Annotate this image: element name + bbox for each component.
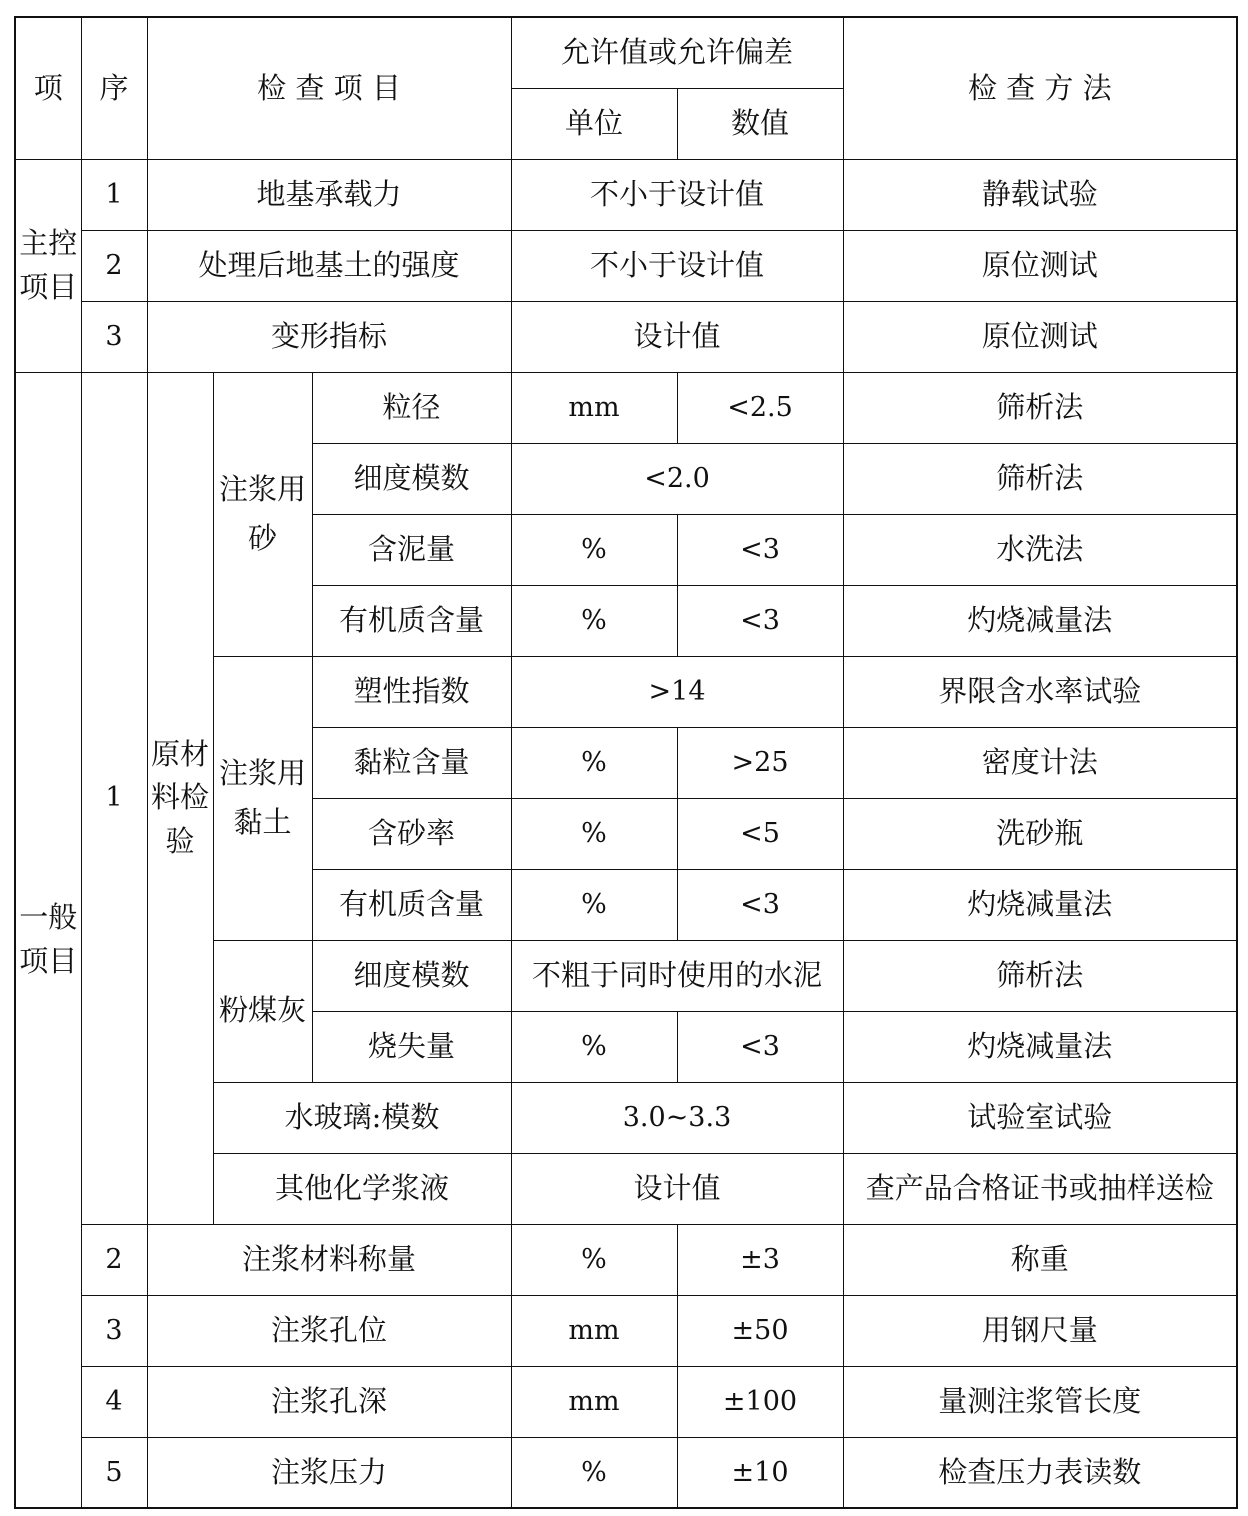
item-cell: 注浆孔深 <box>147 1366 511 1437</box>
raw-material-label: 原材料检验 <box>147 372 213 1224</box>
method-cell: 筛析法 <box>843 372 1237 443</box>
table-row <box>15 159 1237 230</box>
allowance-cell: 不小于设计值 <box>511 159 843 230</box>
unit-cell: % <box>511 869 677 940</box>
item-cell: 水玻璃:模数 <box>213 1082 511 1153</box>
unit-cell: % <box>511 727 677 798</box>
table-row <box>15 301 1237 372</box>
value-cell: ±50 <box>677 1295 843 1366</box>
unit-cell: % <box>511 798 677 869</box>
method-cell: 筛析法 <box>843 940 1237 1011</box>
unit-cell: % <box>511 1011 677 1082</box>
unit-cell: % <box>511 585 677 656</box>
header-allowance: 允许值或允许偏差 <box>511 17 843 88</box>
seq-cell: 2 <box>81 230 147 301</box>
method-cell: 洗砂瓶 <box>843 798 1237 869</box>
method-cell: 检查压力表读数 <box>843 1437 1237 1508</box>
item-cell: 粒径 <box>312 372 511 443</box>
item-cell: 细度模数 <box>312 443 511 514</box>
allowance-cell: <2.0 <box>511 443 843 514</box>
method-cell: 原位测试 <box>843 301 1237 372</box>
allowance-cell: 不小于设计值 <box>511 230 843 301</box>
method-cell: 水洗法 <box>843 514 1237 585</box>
value-cell: <3 <box>677 514 843 585</box>
header-item: 检 查 项 目 <box>147 17 511 159</box>
method-cell: 试验室试验 <box>843 1082 1237 1153</box>
method-cell: 灼烧减量法 <box>843 585 1237 656</box>
item-cell: 地基承载力 <box>147 159 511 230</box>
item-cell: 含泥量 <box>312 514 511 585</box>
item-cell: 有机质含量 <box>312 869 511 940</box>
method-cell: 灼烧减量法 <box>843 869 1237 940</box>
header-seq: 序 <box>81 17 147 159</box>
table-row <box>15 230 1237 301</box>
item-cell: 塑性指数 <box>312 656 511 727</box>
allowance-cell: 设计值 <box>511 301 843 372</box>
value-cell: <3 <box>677 1011 843 1082</box>
table-row <box>15 372 1237 443</box>
method-cell: 查产品合格证书或抽样送检 <box>843 1153 1237 1224</box>
value-cell: <2.5 <box>677 372 843 443</box>
unit-cell: mm <box>511 372 677 443</box>
item-cell: 烧失量 <box>312 1011 511 1082</box>
item-cell: 细度模数 <box>312 940 511 1011</box>
unit-cell: % <box>511 514 677 585</box>
value-cell: ±10 <box>677 1437 843 1508</box>
clay-label: 注浆用黏土 <box>213 656 312 940</box>
allowance-cell: 设计值 <box>511 1153 843 1224</box>
header-method: 检 查 方 法 <box>843 17 1237 159</box>
seq-cell: 1 <box>81 159 147 230</box>
item-cell: 注浆孔位 <box>147 1295 511 1366</box>
header-row-1 <box>15 17 1237 88</box>
unit-cell: % <box>511 1224 677 1295</box>
item-cell: 有机质含量 <box>312 585 511 656</box>
table-row <box>15 1224 1237 1295</box>
value-cell: >25 <box>677 727 843 798</box>
value-cell: <5 <box>677 798 843 869</box>
method-cell: 称重 <box>843 1224 1237 1295</box>
table-row <box>15 1437 1237 1508</box>
table-row <box>15 1366 1237 1437</box>
unit-cell: mm <box>511 1295 677 1366</box>
seq-cell: 4 <box>81 1366 147 1437</box>
seq-cell: 5 <box>81 1437 147 1508</box>
main-control-label: 主控项目 <box>15 159 81 372</box>
item-cell: 注浆材料称量 <box>147 1224 511 1295</box>
seq-cell: 3 <box>81 301 147 372</box>
unit-cell: % <box>511 1437 677 1508</box>
seq-cell: 1 <box>81 372 147 1224</box>
seq-cell: 3 <box>81 1295 147 1366</box>
method-cell: 原位测试 <box>843 230 1237 301</box>
value-cell: <3 <box>677 869 843 940</box>
value-cell: <3 <box>677 585 843 656</box>
method-cell: 用钢尺量 <box>843 1295 1237 1366</box>
method-cell: 密度计法 <box>843 727 1237 798</box>
sand-label: 注浆用砂 <box>213 372 312 656</box>
unit-cell: mm <box>511 1366 677 1437</box>
method-cell: 静载试验 <box>843 159 1237 230</box>
item-cell: 含砂率 <box>312 798 511 869</box>
value-cell: ±3 <box>677 1224 843 1295</box>
item-cell: 变形指标 <box>147 301 511 372</box>
item-cell: 注浆压力 <box>147 1437 511 1508</box>
seq-cell: 2 <box>81 1224 147 1295</box>
value-cell: ±100 <box>677 1366 843 1437</box>
allowance-cell: >14 <box>511 656 843 727</box>
header-category: 项 <box>15 17 81 159</box>
header-unit: 单位 <box>511 88 677 159</box>
method-cell: 量测注浆管长度 <box>843 1366 1237 1437</box>
method-cell: 界限含水率试验 <box>843 656 1237 727</box>
table-row <box>15 1295 1237 1366</box>
item-cell: 处理后地基土的强度 <box>147 230 511 301</box>
item-cell: 其他化学浆液 <box>213 1153 511 1224</box>
item-cell: 黏粒含量 <box>312 727 511 798</box>
inspection-table <box>14 16 1238 1509</box>
flyash-label: 粉煤灰 <box>213 940 312 1082</box>
method-cell: 灼烧减量法 <box>843 1011 1237 1082</box>
header-value: 数值 <box>677 88 843 159</box>
allowance-cell: 3.0~3.3 <box>511 1082 843 1153</box>
general-label: 一般项目 <box>15 372 81 1508</box>
allowance-cell: 不粗于同时使用的水泥 <box>511 940 843 1011</box>
method-cell: 筛析法 <box>843 443 1237 514</box>
